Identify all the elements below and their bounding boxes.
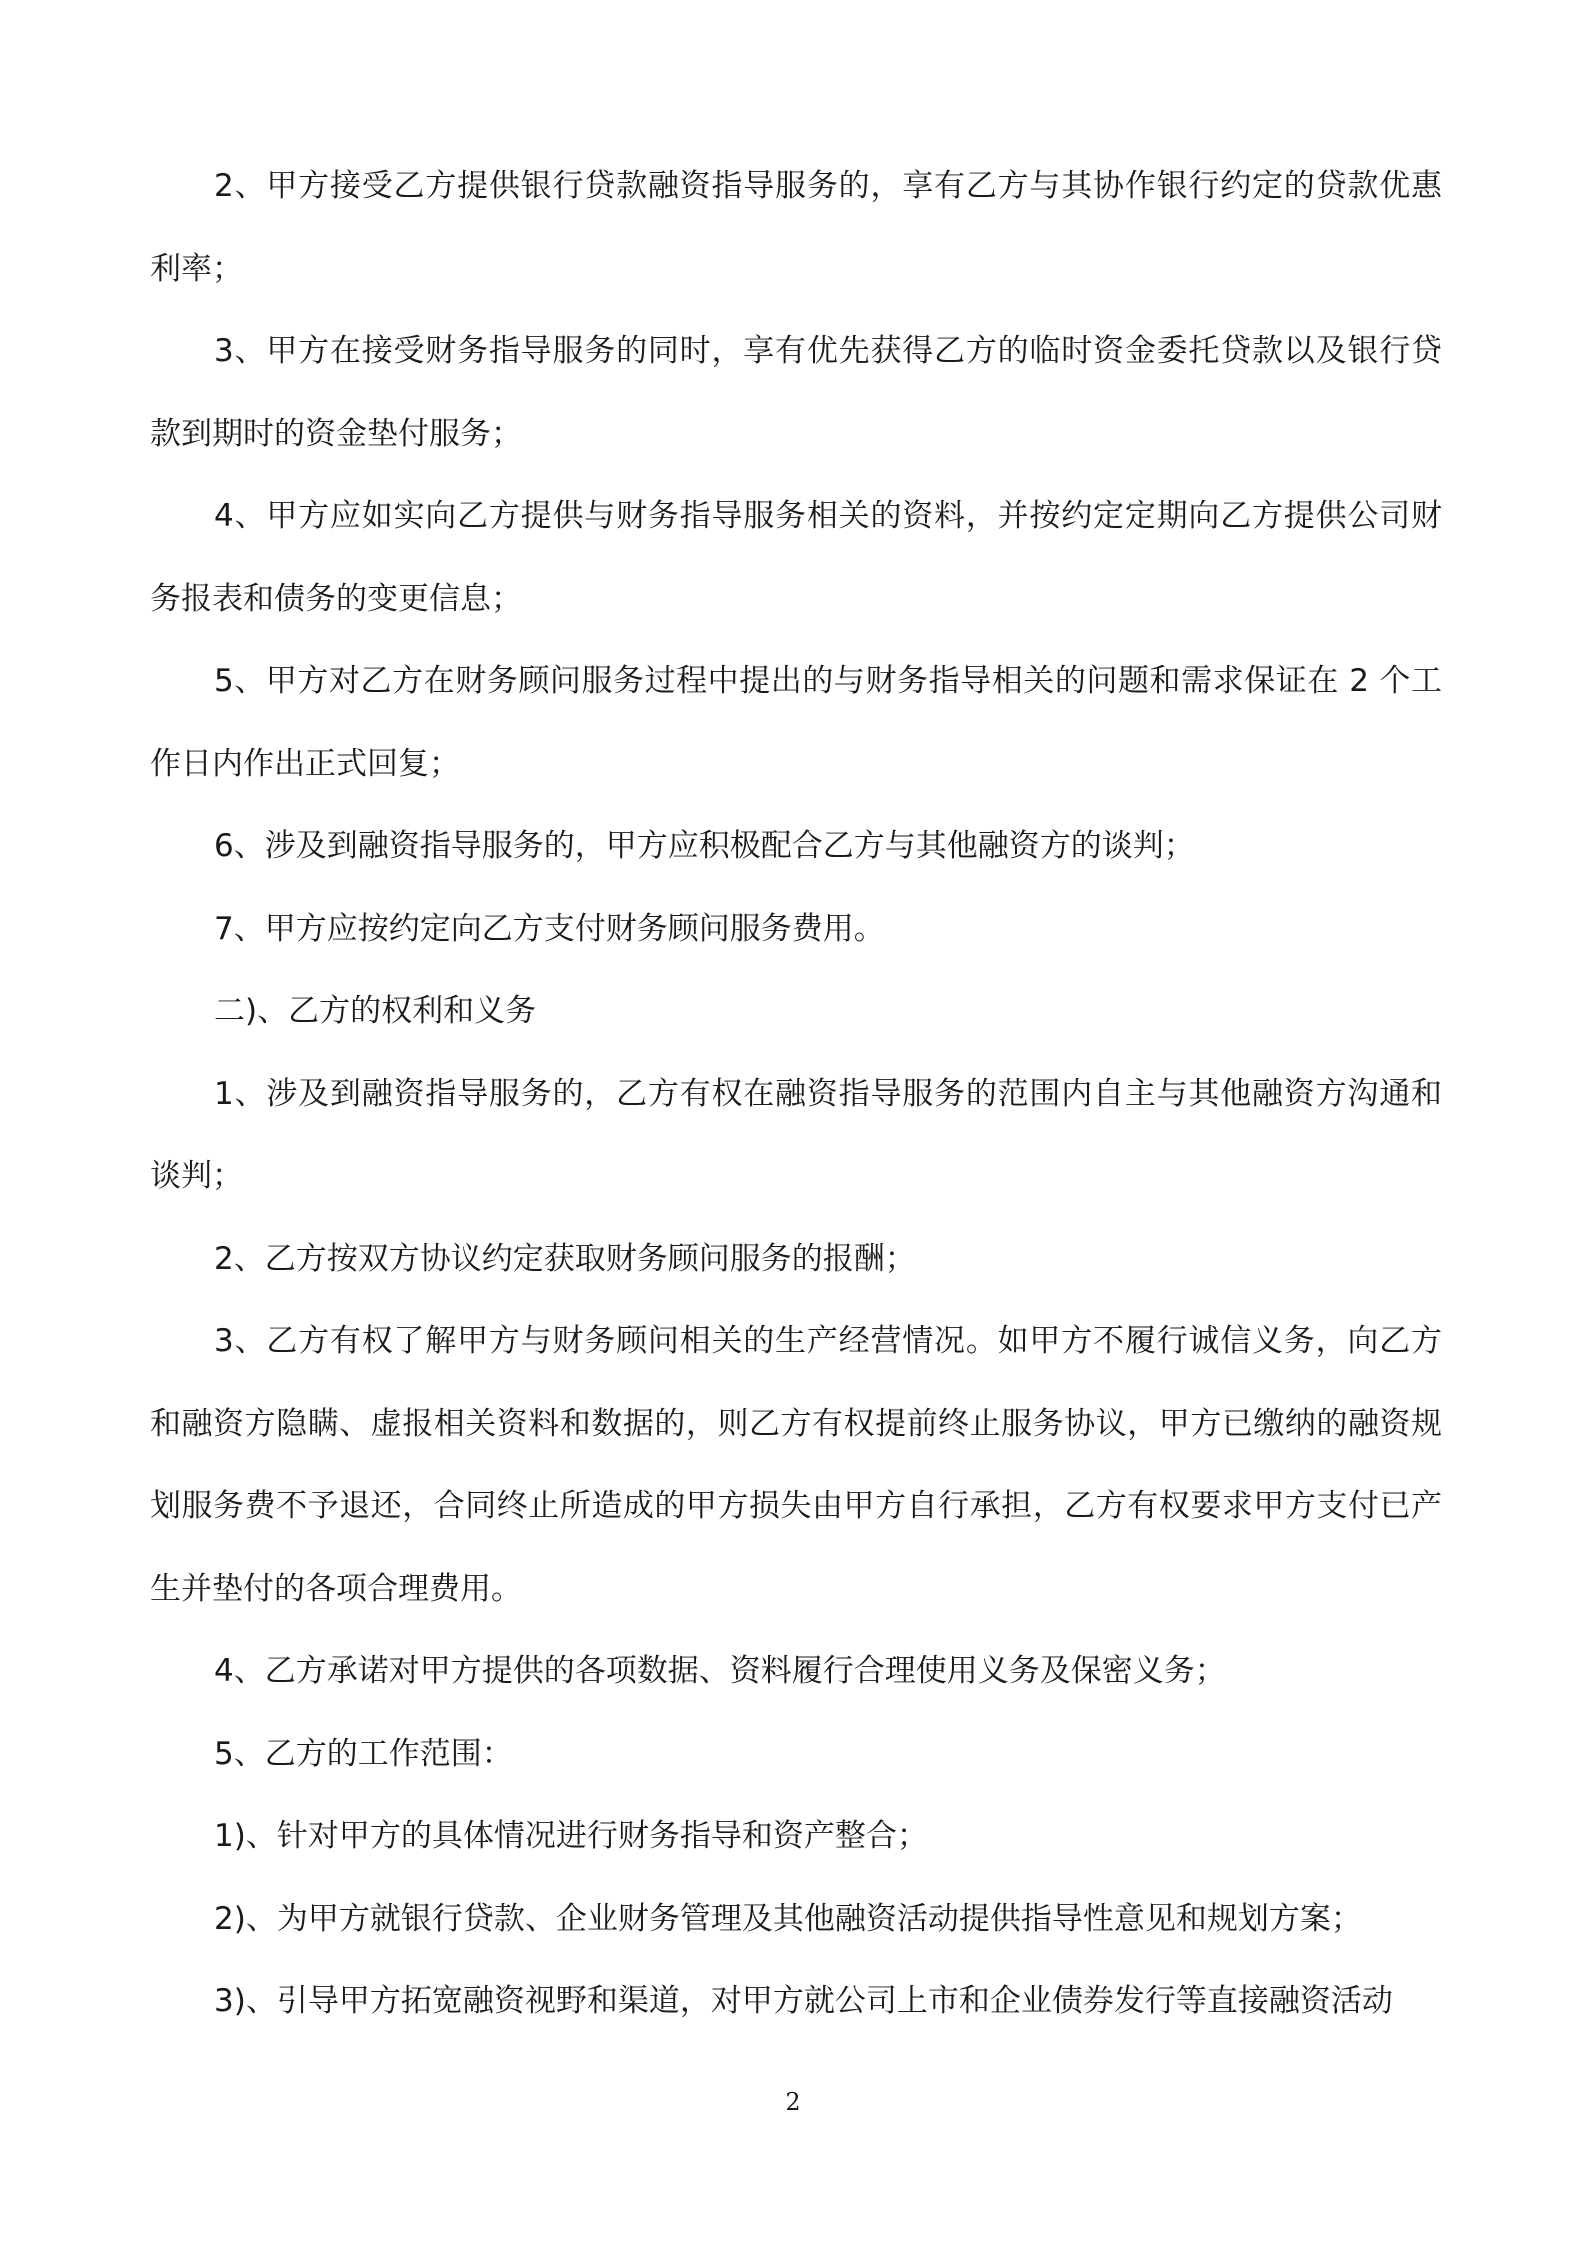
paragraph-obligation-5: 5、甲方对乙方在财务顾问服务过程中提出的与财务指导相关的问题和需求保证在 2 个工作日内作出正式回复；	[150, 663, 1442, 782]
paragraph-party-b-3: 3、乙方有权了解甲方与财务顾问相关的生产经营情况。如甲方不履行诚信义务，向乙方和融资方隐瞒、虚报相关资料和数据的，则乙方有权提前终止服务协议，甲方已缴纳的融资规划服务费不予退还，合同终止所造成的甲方损失由甲方自行承担，乙方有权要求甲方支付已产生并垫付的各项合理费用。	[150, 1323, 1442, 1607]
paragraph-obligation-2: 2、甲方接受乙方提供银行贷款融资指导服务的，享有乙方与其协作银行约定的贷款优惠利率；	[150, 168, 1442, 287]
document-body	[150, 145, 1442, 2043]
paragraph-scope-1: 1)、针对甲方的具体情况进行财务指导和资产整合；	[214, 1818, 928, 1854]
paragraph-party-b-1: 1、涉及到融资指导服务的，乙方有权在融资指导服务的范围内自主与其他融资方沟通和谈判；	[150, 1075, 1442, 1194]
paragraph-party-b-2: 2、乙方按双方协议约定获取财务顾问服务的报酬；	[214, 1240, 916, 1277]
paragraph-obligation-7: 7、甲方应按约定向乙方支付财务顾问服务费用。	[214, 910, 885, 947]
paragraph-obligation-3: 3、甲方在接受财务指导服务的同时，享有优先获得乙方的临时资金委托贷款以及银行贷款到期时的资金垫付服务；	[150, 333, 1442, 452]
paragraph-obligation-6: 6、涉及到融资指导服务的，甲方应积极配合乙方与其他融资方的谈判；	[214, 828, 1195, 864]
paragraph-obligation-4: 4、甲方应如实向乙方提供与财务指导服务相关的资料，并按约定定期向乙方提供公司财务报表和债务的变更信息；	[150, 498, 1442, 617]
paragraph-party-b-4: 4、乙方承诺对甲方提供的各项数据、资料履行合理使用义务及保密义务；	[214, 1653, 1226, 1689]
paragraph-scope-2: 2)、为甲方就银行贷款、企业财务管理及其他融资活动提供指导性意见和规划方案；	[214, 1900, 1362, 1937]
paragraph-party-b-5: 5、乙方的工作范围：	[214, 1735, 513, 1772]
paragraph-scope-3: 3)、引导甲方拓宽融资视野和渠道，对甲方就公司上市和企业债券发行等直接融资活动	[214, 1983, 1393, 2019]
section-heading-party-b: 二)、乙方的权利和义务	[214, 993, 537, 1029]
page-number: 2	[785, 2088, 801, 2116]
